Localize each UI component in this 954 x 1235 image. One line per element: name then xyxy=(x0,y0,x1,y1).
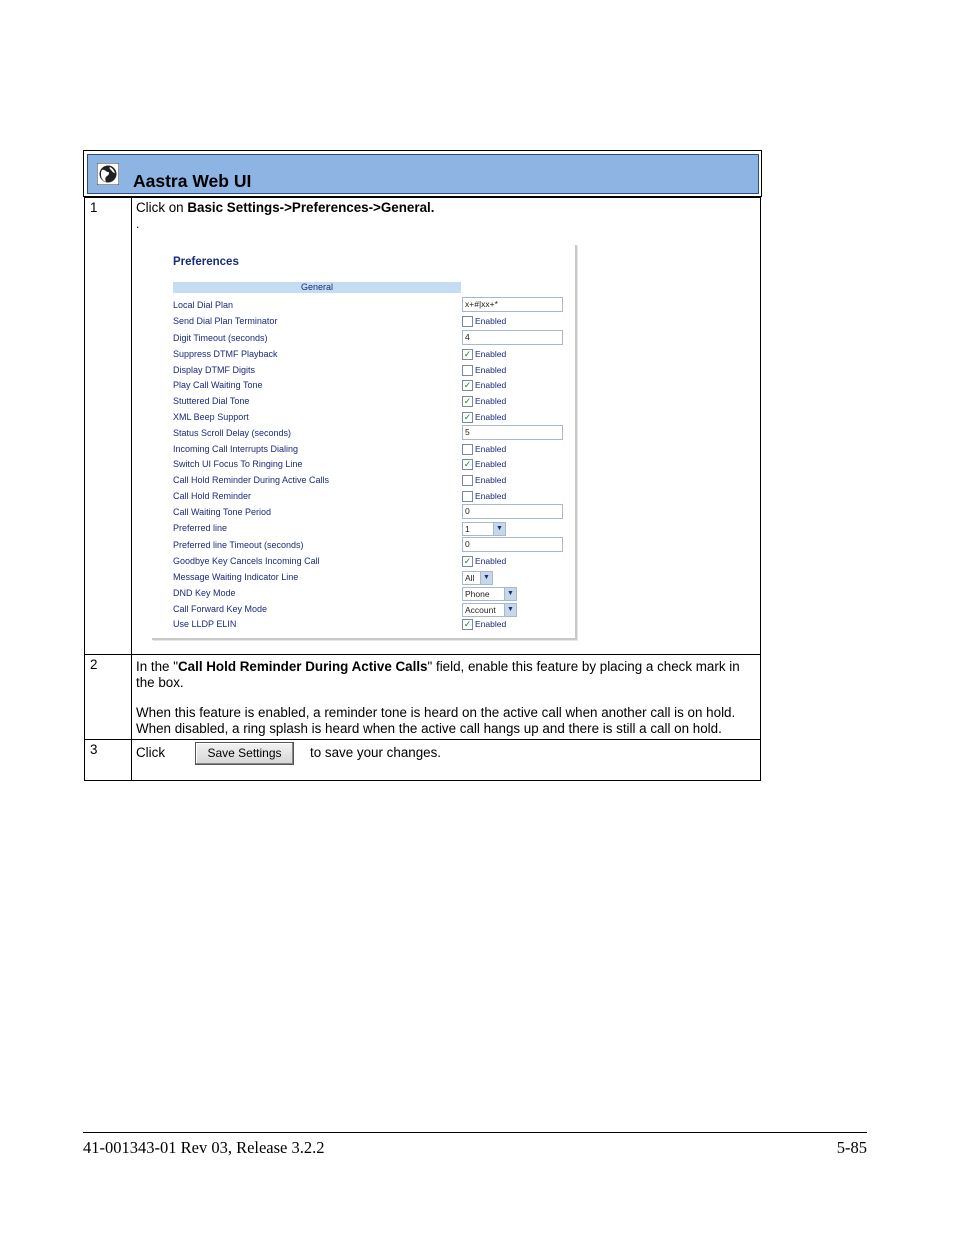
pref-control xyxy=(462,537,563,552)
instruction-text: " field, enable this feature by placing a check mark in the box. xyxy=(136,659,740,690)
pref-control xyxy=(462,346,506,360)
pref-control xyxy=(462,313,506,327)
checkmark-icon: ✓ xyxy=(463,556,472,567)
enabled-label: Enabled xyxy=(475,444,507,454)
general-section-header: General xyxy=(173,282,461,293)
pref-row xyxy=(173,395,573,409)
pref-checkbox[interactable] xyxy=(462,316,473,327)
pref-label: Preferred line xyxy=(173,523,228,533)
step-content xyxy=(132,655,761,740)
pref-label: Goodbye Key Cancels Incoming Call xyxy=(173,556,320,566)
pref-checkbox[interactable] xyxy=(462,444,473,455)
pref-checkbox[interactable] xyxy=(462,556,473,567)
step-row xyxy=(85,740,761,781)
pref-control xyxy=(462,441,506,455)
step-content xyxy=(132,198,761,655)
pref-checkbox[interactable] xyxy=(462,380,473,391)
checkmark-icon: ✓ xyxy=(463,349,472,360)
pref-label: Incoming Call Interrupts Dialing xyxy=(173,444,299,454)
pref-label: DND Key Mode xyxy=(173,588,236,598)
pref-row xyxy=(173,348,573,362)
instruction-text: Click xyxy=(136,745,166,761)
enabled-label: Enabled xyxy=(475,459,507,469)
pref-checkbox[interactable] xyxy=(462,475,473,486)
pref-label: Play Call Waiting Tone xyxy=(173,380,263,390)
pref-control xyxy=(462,330,563,345)
save-settings-button[interactable]: Save Settings xyxy=(195,742,294,765)
pref-checkbox-group xyxy=(462,395,506,407)
step-number: 2 xyxy=(85,655,132,740)
step-row xyxy=(85,198,761,655)
pref-row xyxy=(173,458,573,472)
preferences-screenshot xyxy=(152,245,577,640)
globe-icon xyxy=(97,163,119,185)
pref-label: Call Waiting Tone Period xyxy=(173,507,272,517)
pref-row xyxy=(173,522,573,536)
pref-control xyxy=(462,616,506,630)
pref-label: XML Beep Support xyxy=(173,412,249,422)
pref-checkbox-group xyxy=(462,555,506,567)
pref-control xyxy=(462,377,506,391)
pref-checkbox-group xyxy=(462,490,506,502)
pref-row xyxy=(173,603,573,617)
dot-text: . xyxy=(136,217,140,231)
enabled-label: Enabled xyxy=(475,556,507,566)
step-number: 1 xyxy=(85,198,132,655)
select-value: All xyxy=(465,573,475,583)
pref-label: Local Dial Plan xyxy=(173,300,234,310)
enabled-label: Enabled xyxy=(475,475,507,485)
pref-select[interactable] xyxy=(462,522,506,536)
footer-rule xyxy=(83,1132,867,1133)
enabled-label: Enabled xyxy=(475,365,507,375)
pref-checkbox-group xyxy=(462,443,506,455)
step-instruction xyxy=(136,200,756,216)
web-ui-banner xyxy=(87,154,759,194)
pref-checkbox[interactable] xyxy=(462,396,473,407)
step-number: 3 xyxy=(85,740,132,781)
pref-label: Send Dial Plan Terminator xyxy=(173,316,278,326)
pref-checkbox-group xyxy=(462,379,506,391)
pref-label: Call Hold Reminder During Active Calls xyxy=(173,475,330,485)
pref-row xyxy=(173,411,573,425)
checkmark-icon: ✓ xyxy=(463,380,472,391)
pref-text-field[interactable]: 0 xyxy=(462,537,563,552)
pref-checkbox[interactable] xyxy=(462,365,473,376)
enabled-label: Enabled xyxy=(475,412,507,422)
pref-text-field[interactable]: x+#|xx+* xyxy=(462,297,563,312)
pref-select[interactable] xyxy=(462,603,517,617)
enabled-label: Enabled xyxy=(475,619,507,629)
pref-checkbox[interactable] xyxy=(462,491,473,502)
pref-row xyxy=(173,364,573,378)
pref-control xyxy=(462,472,506,486)
pref-row xyxy=(173,555,573,569)
pref-row xyxy=(173,587,573,601)
pref-control xyxy=(462,362,506,376)
field-name: Call Hold Reminder During Active Calls xyxy=(177,659,428,674)
instruction-text: In the " xyxy=(136,659,178,674)
pref-label: Switch UI Focus To Ringing Line xyxy=(173,459,303,469)
pref-row xyxy=(173,490,573,504)
pref-row xyxy=(173,332,573,346)
step-content xyxy=(132,740,761,781)
footer-page-number: 5-85 xyxy=(836,1138,867,1157)
instruction-text: to save your changes. xyxy=(310,745,442,761)
checkmark-icon: ✓ xyxy=(463,459,472,470)
chevron-down-icon: ▼ xyxy=(504,588,516,600)
pref-control xyxy=(462,297,563,312)
pref-label: Suppress DTMF Playback xyxy=(173,349,278,359)
pref-label: Status Scroll Delay (seconds) xyxy=(173,428,292,438)
pref-checkbox-group xyxy=(462,315,506,327)
pref-row xyxy=(173,506,573,520)
pref-checkbox-group xyxy=(462,364,506,376)
pref-row xyxy=(173,539,573,553)
pref-text-field[interactable]: 0 xyxy=(462,504,563,519)
pref-row xyxy=(173,427,573,441)
pref-label: Call Hold Reminder xyxy=(173,491,252,501)
pref-control xyxy=(462,553,506,567)
steps-table xyxy=(84,197,761,781)
chevron-down-icon: ▼ xyxy=(480,572,492,584)
pref-control xyxy=(462,601,517,617)
pref-select[interactable] xyxy=(462,571,493,585)
pref-text-field[interactable]: 4 xyxy=(462,330,563,345)
pref-row xyxy=(173,315,573,329)
checkmark-icon: ✓ xyxy=(463,412,472,423)
checkmark-icon: ✓ xyxy=(463,619,472,630)
pref-text-field[interactable]: 5 xyxy=(462,425,563,440)
select-value: 1 xyxy=(465,524,470,534)
step-row xyxy=(85,655,761,740)
enabled-label: Enabled xyxy=(475,491,507,501)
pref-checkbox-group xyxy=(462,458,506,470)
pref-checkbox[interactable] xyxy=(462,349,473,360)
pref-row xyxy=(173,299,573,313)
pref-control xyxy=(462,585,517,601)
pref-control xyxy=(462,504,563,519)
step-paragraph xyxy=(136,659,756,691)
pref-label: Call Forward Key Mode xyxy=(173,604,268,614)
banner-title: Aastra Web UI xyxy=(133,171,252,191)
pref-control xyxy=(462,520,506,536)
pref-checkbox-group xyxy=(462,474,506,486)
pref-checkbox-group xyxy=(462,348,506,360)
instruction-text: Click on xyxy=(136,200,188,215)
pref-label: Display DTMF Digits xyxy=(173,365,256,375)
pref-checkbox[interactable] xyxy=(462,412,473,423)
pref-label: Preferred line Timeout (seconds) xyxy=(173,540,304,550)
pref-row xyxy=(173,571,573,585)
pref-control xyxy=(462,488,506,502)
banner-border xyxy=(83,150,762,197)
preferences-title: Preferences xyxy=(173,256,239,268)
pref-checkbox-group xyxy=(462,618,506,630)
pref-control xyxy=(462,393,506,407)
footer-document-id: 41-001343-01 Rev 03, Release 3.2.2 xyxy=(83,1138,325,1157)
step-paragraph: When this feature is enabled, a reminder tone is heard on the active call when another call is on hold. When disabled, a ring splash is heard when the active call hangs up and there is still a call on hold. xyxy=(136,705,736,736)
enabled-label: Enabled xyxy=(475,349,507,359)
pref-label: Digit Timeout (seconds) xyxy=(173,333,268,343)
pref-row xyxy=(173,618,573,632)
select-value: Account xyxy=(465,605,496,615)
pref-select[interactable] xyxy=(462,587,517,601)
pref-control xyxy=(462,409,506,423)
enabled-label: Enabled xyxy=(475,380,507,390)
menu-path: Basic Settings->Preferences->General. xyxy=(187,200,435,215)
pref-checkbox[interactable] xyxy=(462,619,473,630)
pref-label: Use LLDP ELIN xyxy=(173,619,237,629)
pref-row xyxy=(173,474,573,488)
pref-row xyxy=(173,443,573,457)
enabled-label: Enabled xyxy=(475,396,507,406)
pref-control xyxy=(462,425,563,440)
chevron-down-icon: ▼ xyxy=(493,523,505,535)
pref-label: Stuttered Dial Tone xyxy=(173,396,250,406)
pref-checkbox[interactable] xyxy=(462,459,473,470)
pref-label: Message Waiting Indicator Line xyxy=(173,572,299,582)
enabled-label: Enabled xyxy=(475,316,507,326)
chevron-down-icon: ▼ xyxy=(504,604,516,616)
checkmark-icon: ✓ xyxy=(463,396,472,407)
select-value: Phone xyxy=(465,589,490,599)
pref-control xyxy=(462,456,506,470)
pref-control xyxy=(462,569,493,585)
pref-checkbox-group xyxy=(462,411,506,423)
pref-row xyxy=(173,379,573,393)
